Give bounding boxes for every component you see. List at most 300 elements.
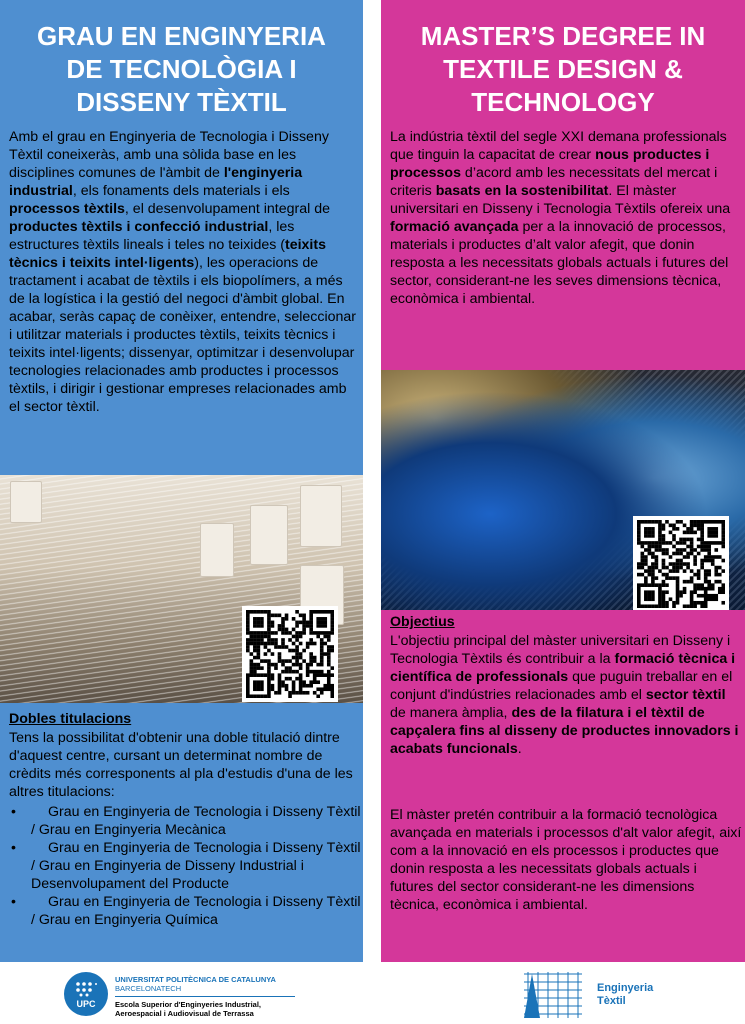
qr-module bbox=[330, 694, 334, 698]
university-name bbox=[115, 975, 276, 993]
qr-module bbox=[327, 635, 331, 639]
qr-module bbox=[658, 534, 662, 538]
qr-module bbox=[721, 541, 725, 545]
degree-title-line-1: GRAU EN ENGINYERIA bbox=[37, 21, 326, 51]
qr-module bbox=[260, 621, 264, 625]
qr-module bbox=[679, 566, 683, 570]
qr-module bbox=[686, 531, 690, 535]
qr-module bbox=[253, 687, 257, 691]
qr-module bbox=[651, 590, 655, 594]
qr-module bbox=[327, 656, 331, 660]
qr-module bbox=[655, 566, 659, 570]
degree-qr-code-icon[interactable] bbox=[242, 606, 338, 702]
qr-module bbox=[651, 597, 655, 601]
qr-module bbox=[700, 534, 704, 538]
qr-module bbox=[246, 610, 250, 614]
qr-module bbox=[299, 642, 303, 646]
qr-module bbox=[693, 559, 697, 563]
qr-module bbox=[683, 531, 687, 535]
qr-module bbox=[257, 666, 261, 670]
qr-module bbox=[697, 545, 701, 549]
qr-module bbox=[665, 548, 669, 552]
qr-module bbox=[271, 621, 275, 625]
qr-module bbox=[257, 694, 261, 698]
qr-module bbox=[264, 635, 268, 639]
qr-module bbox=[648, 573, 652, 577]
qr-module bbox=[306, 666, 310, 670]
qr-module bbox=[686, 545, 690, 549]
qr-module bbox=[299, 652, 303, 656]
double-degrees-list bbox=[9, 803, 361, 929]
qr-module bbox=[651, 573, 655, 577]
qr-module bbox=[683, 587, 687, 591]
qr-module bbox=[285, 666, 289, 670]
qr-module bbox=[316, 680, 320, 684]
qr-code-icon bbox=[637, 520, 725, 608]
qr-module bbox=[658, 538, 662, 542]
qr-module bbox=[246, 694, 250, 698]
qr-module bbox=[658, 597, 662, 601]
qr-module bbox=[306, 645, 310, 649]
qr-module bbox=[302, 684, 306, 688]
qr-module bbox=[309, 680, 313, 684]
qr-module bbox=[662, 573, 666, 577]
qr-module bbox=[288, 631, 292, 635]
qr-module bbox=[295, 659, 299, 663]
qr-module bbox=[672, 527, 676, 531]
qr-module bbox=[707, 580, 711, 584]
qr-module bbox=[295, 670, 299, 674]
qr-module bbox=[271, 663, 275, 667]
qr-module bbox=[714, 548, 718, 552]
qr-module bbox=[693, 548, 697, 552]
qr-module bbox=[250, 659, 254, 663]
qr-module bbox=[327, 670, 331, 674]
qr-module bbox=[721, 534, 725, 538]
et-line-2: Tèxtil bbox=[597, 995, 626, 1007]
qr-module bbox=[323, 621, 327, 625]
qr-module bbox=[309, 659, 313, 663]
qr-module bbox=[250, 666, 254, 670]
qr-module bbox=[637, 538, 641, 542]
qr-module bbox=[707, 594, 711, 598]
qr-module bbox=[285, 617, 289, 621]
qr-module bbox=[707, 583, 711, 587]
qr-module bbox=[285, 684, 289, 688]
qr-module bbox=[721, 545, 725, 549]
qr-module bbox=[714, 531, 718, 535]
qr-module bbox=[260, 687, 264, 691]
qr-module bbox=[267, 659, 271, 663]
qr-module bbox=[246, 617, 250, 621]
qr-module bbox=[651, 569, 655, 573]
qr-module bbox=[267, 663, 271, 667]
qr-module bbox=[704, 520, 708, 524]
qr-module bbox=[644, 534, 648, 538]
qr-module bbox=[704, 548, 708, 552]
qr-module bbox=[704, 559, 708, 563]
qr-module bbox=[665, 552, 669, 556]
qr-module bbox=[665, 573, 669, 577]
qr-module bbox=[316, 631, 320, 635]
qr-module bbox=[662, 524, 666, 528]
qr-module bbox=[690, 531, 694, 535]
qr-module bbox=[721, 587, 725, 591]
qr-module bbox=[679, 590, 683, 594]
master-title-line-3: TECHNOLOGY bbox=[471, 87, 655, 117]
qr-module bbox=[330, 673, 334, 677]
qr-module bbox=[299, 673, 303, 677]
qr-module bbox=[644, 520, 648, 524]
qr-module bbox=[278, 614, 282, 618]
qr-module bbox=[690, 548, 694, 552]
qr-module bbox=[641, 541, 645, 545]
qr-module bbox=[299, 684, 303, 688]
qr-module bbox=[676, 576, 680, 580]
qr-module bbox=[323, 642, 327, 646]
qr-module bbox=[714, 527, 718, 531]
qr-module bbox=[662, 552, 666, 556]
qr-module bbox=[281, 663, 285, 667]
qr-module bbox=[669, 524, 673, 528]
qr-module bbox=[285, 628, 289, 632]
qr-module bbox=[700, 583, 704, 587]
qr-module bbox=[644, 569, 648, 573]
qr-module bbox=[278, 624, 282, 628]
qr-module bbox=[292, 684, 296, 688]
qr-module bbox=[320, 659, 324, 663]
qr-module bbox=[295, 610, 299, 614]
qr-module bbox=[648, 583, 652, 587]
qr-module bbox=[267, 680, 271, 684]
qr-module bbox=[641, 573, 645, 577]
qr-module bbox=[644, 555, 648, 559]
qr-module bbox=[658, 601, 662, 605]
qr-module bbox=[267, 670, 271, 674]
qr-module bbox=[260, 638, 264, 642]
qr-module bbox=[665, 520, 669, 524]
qr-module bbox=[292, 628, 296, 632]
qr-module bbox=[683, 524, 687, 528]
qr-module bbox=[309, 614, 313, 618]
qr-module bbox=[637, 594, 641, 598]
qr-module bbox=[320, 610, 324, 614]
qr-module bbox=[295, 631, 299, 635]
school-name bbox=[115, 1000, 261, 1018]
qr-module bbox=[250, 670, 254, 674]
qr-module bbox=[271, 673, 275, 677]
qr-module bbox=[327, 687, 331, 691]
qr-module bbox=[718, 580, 722, 584]
qr-module bbox=[662, 566, 666, 570]
qr-module bbox=[690, 524, 694, 528]
qr-module bbox=[295, 649, 299, 653]
qr-module bbox=[288, 666, 292, 670]
qr-module bbox=[662, 541, 666, 545]
qr-module bbox=[253, 645, 257, 649]
qr-module bbox=[281, 642, 285, 646]
qr-module bbox=[704, 545, 708, 549]
qr-module bbox=[323, 610, 327, 614]
qr-module bbox=[714, 534, 718, 538]
qr-module bbox=[278, 680, 282, 684]
qr-module bbox=[330, 624, 334, 628]
qr-module bbox=[257, 649, 261, 653]
qr-module bbox=[683, 604, 687, 608]
qr-module bbox=[320, 656, 324, 660]
qr-module bbox=[295, 652, 299, 656]
qr-module bbox=[658, 531, 662, 535]
qr-module bbox=[690, 520, 694, 524]
qr-module bbox=[676, 587, 680, 591]
qr-module bbox=[714, 573, 718, 577]
qr-module bbox=[253, 670, 257, 674]
qr-module bbox=[313, 659, 317, 663]
qr-module bbox=[316, 610, 320, 614]
qr-module bbox=[274, 645, 278, 649]
qr-module bbox=[267, 687, 271, 691]
qr-module bbox=[271, 687, 275, 691]
qr-module bbox=[665, 576, 669, 580]
qr-module bbox=[648, 520, 652, 524]
qr-module bbox=[683, 562, 687, 566]
qr-module bbox=[295, 656, 299, 660]
qr-module bbox=[306, 673, 310, 677]
qr-module bbox=[662, 594, 666, 598]
qr-module bbox=[278, 656, 282, 660]
qr-module bbox=[264, 610, 268, 614]
qr-module bbox=[648, 527, 652, 531]
qr-module bbox=[697, 538, 701, 542]
qr-module bbox=[264, 642, 268, 646]
qr-module bbox=[271, 684, 275, 688]
qr-module bbox=[704, 587, 708, 591]
qr-module bbox=[641, 555, 645, 559]
double-degrees-heading: Dobles titulacions bbox=[9, 711, 132, 727]
list-item bbox=[9, 803, 361, 839]
qr-module bbox=[257, 642, 261, 646]
qr-module bbox=[253, 635, 257, 639]
qr-module bbox=[285, 670, 289, 674]
qr-module bbox=[693, 573, 697, 577]
qr-module bbox=[250, 652, 254, 656]
qr-module bbox=[704, 573, 708, 577]
qr-module bbox=[323, 684, 327, 688]
qr-module bbox=[271, 642, 275, 646]
qr-module bbox=[313, 642, 317, 646]
qr-module bbox=[693, 520, 697, 524]
qr-module bbox=[267, 631, 271, 635]
qr-module bbox=[320, 687, 324, 691]
qr-module bbox=[641, 604, 645, 608]
qr-module bbox=[306, 670, 310, 674]
qr-module bbox=[690, 580, 694, 584]
qr-module bbox=[676, 597, 680, 601]
qr-module bbox=[327, 659, 331, 663]
qr-module bbox=[271, 638, 275, 642]
qr-module bbox=[651, 555, 655, 559]
qr-module bbox=[665, 566, 669, 570]
qr-module bbox=[299, 691, 303, 695]
qr-module bbox=[327, 649, 331, 653]
qr-module bbox=[651, 566, 655, 570]
qr-module bbox=[320, 638, 324, 642]
qr-module bbox=[246, 687, 250, 691]
qr-module bbox=[253, 694, 257, 698]
qr-module bbox=[250, 673, 254, 677]
qr-module bbox=[697, 527, 701, 531]
qr-module bbox=[288, 659, 292, 663]
qr-module bbox=[306, 691, 310, 695]
qr-module bbox=[253, 666, 257, 670]
qr-module bbox=[700, 541, 704, 545]
qr-module bbox=[679, 552, 683, 556]
qr-module bbox=[271, 677, 275, 681]
qr-module bbox=[274, 631, 278, 635]
qr-module bbox=[292, 670, 296, 674]
qr-module bbox=[676, 566, 680, 570]
qr-module bbox=[641, 559, 645, 563]
qr-module bbox=[655, 576, 659, 580]
qr-module bbox=[721, 601, 725, 605]
qr-module bbox=[316, 673, 320, 677]
qr-module bbox=[250, 635, 254, 639]
qr-module bbox=[257, 652, 261, 656]
qr-module bbox=[651, 604, 655, 608]
qr-module bbox=[267, 642, 271, 646]
qr-module bbox=[302, 624, 306, 628]
upc-logo-icon[interactable] bbox=[64, 972, 108, 1016]
qr-module bbox=[250, 631, 254, 635]
qr-module bbox=[676, 569, 680, 573]
qr-module bbox=[669, 597, 673, 601]
qr-module bbox=[323, 617, 327, 621]
qr-module bbox=[295, 624, 299, 628]
qr-module bbox=[260, 694, 264, 698]
qr-module bbox=[257, 687, 261, 691]
qr-module bbox=[697, 569, 701, 573]
qr-module bbox=[641, 562, 645, 566]
et-line-1: Enginyeria bbox=[597, 982, 654, 994]
qr-module bbox=[257, 624, 261, 628]
qr-module bbox=[690, 552, 694, 556]
qr-module bbox=[693, 524, 697, 528]
enginyeria-textil-logo-icon[interactable] bbox=[514, 970, 584, 1020]
qr-module bbox=[299, 614, 303, 618]
qr-module bbox=[648, 531, 652, 535]
yarn-spool bbox=[250, 505, 288, 565]
qr-module bbox=[246, 642, 250, 646]
qr-module bbox=[260, 659, 264, 663]
qr-module bbox=[246, 680, 250, 684]
qr-module bbox=[274, 691, 278, 695]
qr-module bbox=[658, 524, 662, 528]
qr-module bbox=[278, 659, 282, 663]
qr-module bbox=[704, 601, 708, 605]
qr-module bbox=[257, 635, 261, 639]
qr-module bbox=[700, 538, 704, 542]
qr-module bbox=[721, 559, 725, 563]
objectives-paragraph bbox=[390, 632, 742, 758]
qr-module bbox=[281, 670, 285, 674]
qr-module bbox=[292, 687, 296, 691]
qr-module bbox=[285, 645, 289, 649]
qr-module bbox=[246, 677, 250, 681]
qr-module bbox=[700, 566, 704, 570]
qr-module bbox=[267, 621, 271, 625]
qr-module bbox=[292, 680, 296, 684]
upc-dots-icon bbox=[75, 981, 97, 997]
list-item-text: Grau en Enginyeria de Tecnologia i Disseny Tèxtil / Grau en Enginyeria de Disseny Industrial i Desenvolupament del Producte bbox=[31, 840, 361, 892]
qr-module bbox=[648, 590, 652, 594]
degree-title-line-3: DISSENY TÈXTIL bbox=[76, 87, 287, 117]
qr-module bbox=[264, 673, 268, 677]
qr-module bbox=[246, 638, 250, 642]
qr-module bbox=[281, 631, 285, 635]
qr-module bbox=[330, 687, 334, 691]
qr-module bbox=[718, 573, 722, 577]
qr-module bbox=[637, 590, 641, 594]
qr-module bbox=[648, 545, 652, 549]
qr-module bbox=[309, 684, 313, 688]
qr-module bbox=[707, 548, 711, 552]
qr-module bbox=[313, 673, 317, 677]
qr-module bbox=[309, 610, 313, 614]
qr-module bbox=[257, 638, 261, 642]
qr-module bbox=[672, 552, 676, 556]
qr-module bbox=[651, 583, 655, 587]
qr-module bbox=[665, 604, 669, 608]
qr-module bbox=[327, 631, 331, 635]
qr-module bbox=[246, 614, 250, 618]
qr-module bbox=[330, 666, 334, 670]
qr-module bbox=[327, 680, 331, 684]
bold-phrase: basats en la sostenibilitat bbox=[435, 183, 609, 199]
qr-module bbox=[648, 541, 652, 545]
qr-module bbox=[313, 610, 317, 614]
qr-module bbox=[679, 594, 683, 598]
qr-module bbox=[309, 631, 313, 635]
qr-module bbox=[721, 538, 725, 542]
qr-module bbox=[676, 562, 680, 566]
qr-module bbox=[295, 691, 299, 695]
qr-module bbox=[320, 673, 324, 677]
qr-module bbox=[271, 614, 275, 618]
qr-module bbox=[260, 635, 264, 639]
qr-module bbox=[658, 548, 662, 552]
qr-module bbox=[700, 594, 704, 598]
text-run: . El màster universitari en Disseny i Tecnologia Tèxtils ofereix una bbox=[390, 183, 731, 217]
qr-module bbox=[644, 531, 648, 535]
qr-module bbox=[246, 691, 250, 695]
master-qr-code-icon[interactable] bbox=[633, 516, 729, 610]
qr-module bbox=[714, 569, 718, 573]
qr-module bbox=[320, 652, 324, 656]
qr-module bbox=[644, 527, 648, 531]
qr-module bbox=[302, 691, 306, 695]
qr-module bbox=[711, 594, 715, 598]
qr-module bbox=[327, 677, 331, 681]
qr-module bbox=[707, 541, 711, 545]
qr-module bbox=[288, 649, 292, 653]
qr-module bbox=[299, 663, 303, 667]
qr-module bbox=[669, 562, 673, 566]
qr-module bbox=[285, 631, 289, 635]
qr-module bbox=[676, 601, 680, 605]
qr-module bbox=[641, 545, 645, 549]
qr-module bbox=[330, 684, 334, 688]
qr-module bbox=[313, 631, 317, 635]
